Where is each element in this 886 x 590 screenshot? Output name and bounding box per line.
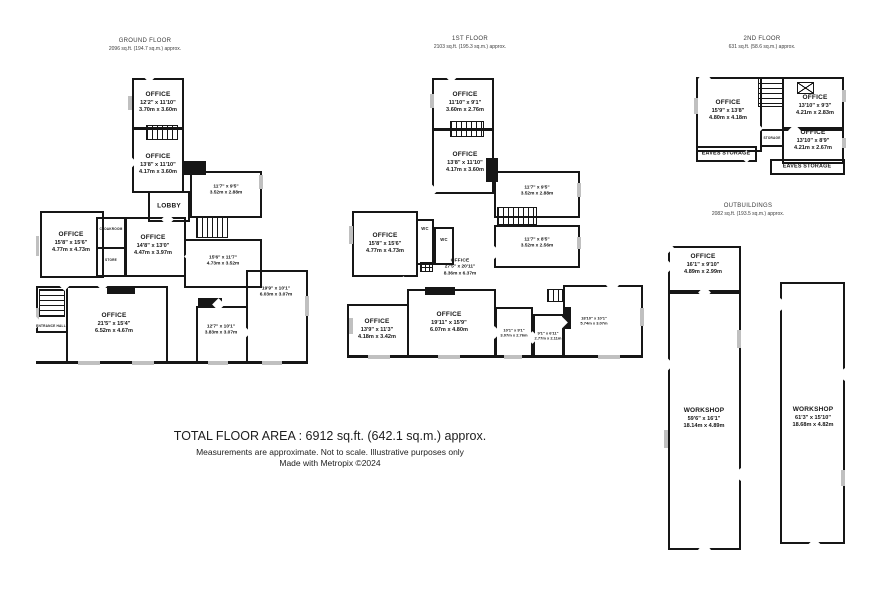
staircase xyxy=(547,289,563,302)
room-dims-metric: 3.60m x 2.76m xyxy=(446,107,484,114)
window xyxy=(438,355,460,359)
room-label xyxy=(796,94,834,118)
room-dims-imperial: 12'2" x 11'10" xyxy=(140,99,176,106)
room-label xyxy=(260,287,293,300)
room-label xyxy=(709,99,747,123)
room-label xyxy=(535,331,562,342)
room-label xyxy=(783,163,832,170)
window xyxy=(305,296,309,316)
room-name: OFFICE xyxy=(690,253,716,261)
room-label xyxy=(521,238,554,251)
room-dims-imperial: 21'5" x 15'4" xyxy=(97,320,131,327)
second-floor-header xyxy=(729,36,796,50)
room-name: WORKSHOP xyxy=(683,407,725,415)
room-label xyxy=(36,324,66,328)
room-dims-metric: 4.21m x 2.83m xyxy=(796,110,834,117)
room-name: OFFICE xyxy=(452,91,478,99)
staircase xyxy=(39,289,65,317)
room-dims-imperial: 18'10" x 10'1" xyxy=(581,315,607,321)
room-label xyxy=(430,311,468,335)
ground-room-19-9 xyxy=(246,270,308,364)
ground-floor-header xyxy=(109,38,181,52)
room-dims-imperial: 15'6" x 11'7" xyxy=(209,255,237,261)
total-floor-area: TOTAL FLOOR AREA : 6912 sq.ft. (642.1 sq.m.) approx. xyxy=(173,429,487,443)
room-dims-metric: 4.17m x 3.60m xyxy=(446,167,484,174)
room-dims-metric: 3.52m x 2.88m xyxy=(209,191,243,196)
window xyxy=(640,308,644,326)
fireplace-block xyxy=(425,287,455,295)
room-dims-imperial: 11'7" x 9'5" xyxy=(213,184,239,190)
floor-area-subtitle: 2096 sq.ft. (194.7 sq.m.) approx. xyxy=(108,46,182,52)
room-dims-imperial: 15'9" x 13'8" xyxy=(711,107,745,114)
room-label xyxy=(95,312,133,336)
room-name: STORE xyxy=(105,257,117,262)
window xyxy=(430,94,434,108)
room-dims-imperial: 10'1" x 9'1" xyxy=(503,327,525,333)
window xyxy=(349,318,353,334)
window xyxy=(368,355,390,359)
room-name: STORAGE xyxy=(763,135,781,140)
room-name: WORKSHOP xyxy=(792,406,834,414)
room-label xyxy=(52,231,90,255)
room-name: OFFICE xyxy=(101,312,127,320)
floor-area-subtitle: 2082 sq.ft. (193.5 sq.m.) approx. xyxy=(711,211,785,217)
rooflight-icon xyxy=(797,82,814,94)
room-name: WC xyxy=(440,237,448,243)
fireplace-block xyxy=(107,286,135,294)
room-label xyxy=(763,136,780,140)
window xyxy=(664,430,668,448)
room-dims-imperial: 15'8" x 15'6" xyxy=(54,239,88,246)
room-dims-imperial: 19'11" x 15'9" xyxy=(431,319,467,326)
room-label xyxy=(210,185,243,198)
staircase xyxy=(196,217,228,238)
room-dims-metric: 4.47m x 3.97m xyxy=(134,250,172,257)
room-dims-imperial: 11'10" x 9'1" xyxy=(448,99,482,106)
room-label xyxy=(207,256,240,269)
room-dims-imperial: 15'8" x 15'6" xyxy=(368,240,402,247)
floor-title: 1ST FLOOR xyxy=(452,36,488,42)
room-label xyxy=(134,234,172,258)
room-label xyxy=(358,318,396,342)
rooflight-icon xyxy=(420,262,433,272)
door-swing xyxy=(468,201,481,214)
room-dims-metric: 4.73m x 3.52m xyxy=(206,262,240,267)
floor-area-subtitle: 2103 sq.ft. (195.3 sq.m.) approx. xyxy=(433,44,507,50)
first-floor-header xyxy=(434,36,506,50)
room-dims-metric: 4.77m x 4.73m xyxy=(52,247,90,254)
room-dims-metric: 4.89m x 2.99m xyxy=(684,269,722,276)
room-label xyxy=(580,316,607,327)
window xyxy=(504,355,522,359)
room-dims-imperial: 13'8" x 11'10" xyxy=(447,159,483,166)
window xyxy=(208,361,228,365)
room-name: OFFICE xyxy=(145,153,171,161)
window xyxy=(577,237,581,249)
chimney-block xyxy=(184,161,206,175)
room-label xyxy=(794,129,832,153)
window xyxy=(842,138,846,148)
floor-title: OUTBUILDINGS xyxy=(723,203,773,209)
room-label xyxy=(521,186,554,199)
floor-area-subtitle: 631 sq.ft. (58.6 sq.m.) approx. xyxy=(728,44,796,50)
ground-cloakroom xyxy=(96,217,127,249)
room-dims-metric: 3.83m x 3.07m xyxy=(204,331,238,336)
room-dims-imperial: 12'7" x 10'1" xyxy=(206,324,236,330)
room-name: OFFICE xyxy=(364,318,390,326)
room-dims-imperial: 27'5" x 20'11" xyxy=(444,264,476,270)
window xyxy=(577,183,581,197)
room-dims-imperial: 59'6" x 16'1" xyxy=(687,415,721,422)
room-label xyxy=(683,407,724,431)
window xyxy=(349,226,353,244)
room-dims-metric: 6.03m x 3.07m xyxy=(259,293,293,298)
room-name: CLOAKROOM xyxy=(99,226,123,231)
room-label xyxy=(792,406,833,430)
room-name: OFFICE xyxy=(450,258,470,264)
room-dims-metric: 3.70m x 3.60m xyxy=(139,107,177,114)
room-label xyxy=(99,227,122,231)
room-label xyxy=(684,253,722,277)
room-label xyxy=(702,150,751,157)
room-dims-imperial: 13'10" x 8'9" xyxy=(796,137,830,144)
room-name: EAVES STORAGE xyxy=(782,163,832,170)
room-dims-metric: 6.07m x 4.80m xyxy=(430,327,468,334)
room-name: OFFICE xyxy=(452,151,478,159)
room-label xyxy=(500,328,527,339)
room-label xyxy=(440,237,447,243)
room-dims-imperial: 14'8" x 13'0" xyxy=(136,242,170,249)
room-label xyxy=(421,226,428,232)
window xyxy=(36,236,39,256)
room-name: WC xyxy=(421,226,429,232)
room-dims-metric: 4.21m x 2.67m xyxy=(794,145,832,152)
room-name: OFFICE xyxy=(58,231,84,239)
room-dims-metric: 4.17m x 3.60m xyxy=(139,169,177,176)
room-name: OFFICE xyxy=(140,234,166,242)
room-dims-imperial: 61'3" x 15'10" xyxy=(795,414,831,421)
staircase xyxy=(758,77,784,107)
room-name: OFFICE xyxy=(715,99,741,107)
room-label xyxy=(139,153,177,177)
room-dims-metric: 2.77m x 2.11m xyxy=(534,336,562,341)
window xyxy=(259,175,263,189)
room-label xyxy=(446,151,484,175)
room-label xyxy=(139,91,177,115)
room-dims-imperial: 13'9" x 11'3" xyxy=(360,326,394,333)
staircase xyxy=(450,121,484,137)
room-dims-metric: 4.80m x 4.18m xyxy=(709,115,747,122)
room-dims-metric: 3.52m x 2.88m xyxy=(520,192,554,197)
room-label xyxy=(205,325,238,338)
room-dims-metric: 4.77m x 4.73m xyxy=(366,248,404,255)
room-name: OFFICE xyxy=(372,232,398,240)
room-label xyxy=(366,232,404,256)
credit-text: Made with Metropix ©2024 xyxy=(279,458,381,468)
floor-title: 2ND FLOOR xyxy=(743,36,781,42)
staircase xyxy=(146,125,178,140)
window xyxy=(842,90,846,102)
room-name: LOBBY xyxy=(157,202,181,210)
room-dims-imperial: 11'7" x 9'5" xyxy=(524,185,550,191)
room-dims-metric: 18.68m x 4.82m xyxy=(792,422,834,429)
disclaimer-text: Measurements are approximate. Not to scale. Illustrative purposes only xyxy=(196,447,464,457)
room-label xyxy=(444,258,477,277)
staircase xyxy=(497,207,537,225)
room-dims-imperial: 16'1" x 9'10" xyxy=(686,261,720,268)
footer xyxy=(174,429,486,468)
room-name: ENTRANCE HALL xyxy=(36,323,66,328)
room-dims-metric: 6.52m x 4.67m xyxy=(95,328,133,335)
window xyxy=(132,361,154,365)
room-name: OFFICE xyxy=(145,91,171,99)
floor-title: GROUND FLOOR xyxy=(118,38,172,44)
room-name: OFFICE xyxy=(800,129,826,137)
window xyxy=(128,96,132,110)
room-dims-imperial: 13'8" x 11'10" xyxy=(140,161,176,168)
window xyxy=(694,98,698,114)
room-name: EAVES STORAGE xyxy=(701,150,751,157)
room-name: OFFICE xyxy=(802,94,828,102)
room-dims-metric: 4.18m x 3.42m xyxy=(358,334,396,341)
room-dims-imperial: 11'7" x 8'5" xyxy=(524,237,550,243)
outbuildings-header xyxy=(712,203,784,217)
room-dims-metric: 18.14m x 4.89m xyxy=(683,423,725,430)
room-dims-imperial: 9'1" x 6'11" xyxy=(537,330,559,336)
room-dims-imperial: 19'9" x 10'1" xyxy=(261,286,291,292)
chimney-block xyxy=(486,158,498,182)
room-label xyxy=(157,203,181,212)
window xyxy=(598,355,620,359)
window xyxy=(737,330,741,348)
room-dims-metric: 8.36m x 6.37m xyxy=(443,271,477,277)
window xyxy=(841,470,845,486)
room-dims-imperial: 13'10" x 9'3" xyxy=(798,102,832,109)
room-label xyxy=(105,258,117,262)
door-swing xyxy=(361,286,374,299)
door-swing xyxy=(397,276,410,289)
room-dims-metric: 3.52m x 2.56m xyxy=(520,244,554,249)
room-name: OFFICE xyxy=(436,311,462,319)
room-dims-metric: 5.74m x 3.07m xyxy=(580,321,608,326)
window xyxy=(262,361,282,365)
window xyxy=(78,361,100,365)
room-label xyxy=(446,91,484,115)
room-dims-metric: 3.07m x 2.76m xyxy=(500,333,528,338)
